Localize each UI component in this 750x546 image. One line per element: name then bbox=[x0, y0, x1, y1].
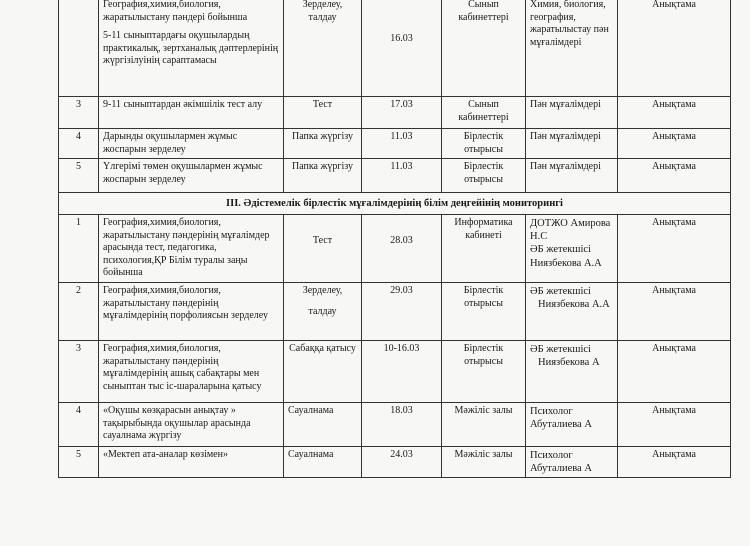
row-number: 2 bbox=[59, 283, 99, 341]
event-form: Папка жүргізу bbox=[284, 159, 362, 193]
responsible bbox=[526, 403, 618, 447]
result: Анықтама bbox=[618, 447, 731, 478]
row-number bbox=[59, 0, 99, 97]
plan-table bbox=[58, 0, 731, 478]
event-date: 11.03 bbox=[362, 159, 442, 193]
result: Анықтама bbox=[618, 0, 731, 97]
event-place: Мәжіліс залы bbox=[442, 403, 526, 447]
table-row bbox=[59, 129, 731, 159]
event-name bbox=[99, 0, 284, 97]
responsible: Пән мұғалімдері bbox=[526, 159, 618, 193]
event-date: 24.03 bbox=[362, 447, 442, 478]
event-date: 16.03 bbox=[362, 0, 442, 97]
table-row bbox=[59, 341, 731, 403]
event-form bbox=[284, 283, 362, 341]
event-form: Зерделеу, талдау bbox=[284, 0, 362, 97]
responsible-line-2: Ниязбекова А.А bbox=[538, 299, 610, 311]
section-header-row bbox=[59, 193, 731, 215]
event-place: Сынып кабинеттері bbox=[442, 97, 526, 129]
event-form-line-2: талдау bbox=[308, 305, 337, 317]
event-name: География,химия,биология, жаратылыстану пәндерінің мұғалімдер арасында тест, педагогика, психология,ҚР Білім туралы заңы бойынша bbox=[99, 215, 284, 283]
row-number: 4 bbox=[59, 403, 99, 447]
event-date: 11.03 bbox=[362, 129, 442, 159]
responsible-line-1: ӘБ жетекшісі bbox=[530, 286, 591, 298]
event-place: Бірлестік отырысы bbox=[442, 341, 526, 403]
row-number: 3 bbox=[59, 341, 99, 403]
event-name: 9-11 сыныптардан әкімшілік тест алу bbox=[99, 97, 284, 129]
table-row bbox=[59, 159, 731, 193]
row-number: 5 bbox=[59, 447, 99, 478]
responsible-line-2: Абуталиева А bbox=[530, 419, 592, 431]
event-form: Папка жүргізу bbox=[284, 129, 362, 159]
event-form: Сауалнама bbox=[284, 403, 362, 447]
table-row bbox=[59, 215, 731, 283]
table-row bbox=[59, 283, 731, 341]
event-name: «Оқушы көзқарасын анықтау » тақырыбында оқушылар арасында сауалнама жүргізу bbox=[99, 403, 284, 447]
row-number: 3 bbox=[59, 97, 99, 129]
event-name-line-1: География,химия,биология, жаратылыстану пәндері бойынша bbox=[103, 0, 248, 23]
row-number: 1 bbox=[59, 215, 99, 283]
event-place: Сынып кабинеттері bbox=[442, 0, 526, 97]
responsible-line-2: ӘБ жетекшісі Ниязбекова А.А bbox=[530, 244, 602, 269]
row-number: 4 bbox=[59, 129, 99, 159]
responsible-line-2: Абуталиева А bbox=[530, 463, 592, 475]
table-row bbox=[59, 403, 731, 447]
event-form: Тест bbox=[284, 97, 362, 129]
event-place: Мәжіліс залы bbox=[442, 447, 526, 478]
result: Анықтама bbox=[618, 97, 731, 129]
event-place: Бірлестік отырысы bbox=[442, 129, 526, 159]
table-row bbox=[59, 0, 731, 97]
event-name: География,химия,биология, жаратылыстану пәндерінің мұғалімдерінің ашық сабақтары мен сыныптан тыс іс-шараларына қатысу bbox=[99, 341, 284, 403]
event-name: География,химия,биология, жаратылыстану пәндерінің мұғалімдерінің порфолиясын зерделеу bbox=[99, 283, 284, 341]
event-name: «Мектеп ата-аналар көзімен» bbox=[99, 447, 284, 478]
responsible: Пән мұғалімдері bbox=[526, 129, 618, 159]
table-row bbox=[59, 447, 731, 478]
event-place: Бірлестік отырысы bbox=[442, 283, 526, 341]
section-title: III. Әдістемелік бірлестік мұғалімдерінің білім деңгейінің мониторингі bbox=[59, 193, 731, 215]
responsible bbox=[526, 447, 618, 478]
event-name: Үлгерімі төмен оқушылармен жұмыс жоспарын зерделеу bbox=[99, 159, 284, 193]
result: Анықтама bbox=[618, 403, 731, 447]
responsible: Химия, биология, география, жаратылыстау пән мұғалімдері bbox=[526, 0, 618, 97]
responsible-line-1: ӘБ жетекшісі bbox=[530, 344, 591, 356]
event-date: 10-16.03 bbox=[362, 341, 442, 403]
responsible-line-1: Психолог bbox=[530, 450, 573, 462]
result: Анықтама bbox=[618, 283, 731, 341]
event-name: Дарынды оқушылармен жұмыс жоспарын зерделеу bbox=[99, 129, 284, 159]
event-form: Сауалнама bbox=[284, 447, 362, 478]
event-date: 28.03 bbox=[362, 215, 442, 283]
responsible bbox=[526, 215, 618, 283]
event-name-line-2: 5-11 сыныптардағы оқушылардың практикалық, зертханалық дәптерлерінің жүргізілуінің сараптамасы bbox=[103, 30, 279, 66]
row-number: 5 bbox=[59, 159, 99, 193]
event-date: 29.03 bbox=[362, 283, 442, 341]
result: Анықтама bbox=[618, 129, 731, 159]
result: Анықтама bbox=[618, 341, 731, 403]
responsible-line-2: Ниязбекова А bbox=[538, 357, 600, 369]
event-date: 18.03 bbox=[362, 403, 442, 447]
table-row bbox=[59, 97, 731, 129]
responsible-line-1: Психолог bbox=[530, 406, 573, 418]
responsible-line-1: ДОТЖО Амирова Н.С bbox=[530, 218, 611, 243]
event-place: Информатика кабинеті bbox=[442, 215, 526, 283]
responsible bbox=[526, 341, 618, 403]
event-form: Тест bbox=[284, 215, 362, 283]
event-place: Бірлестік отырысы bbox=[442, 159, 526, 193]
responsible: Пән мұғалімдері bbox=[526, 97, 618, 129]
result: Анықтама bbox=[618, 159, 731, 193]
result: Анықтама bbox=[618, 215, 731, 283]
event-form: Сабаққа қатысу bbox=[284, 341, 362, 403]
event-date: 17.03 bbox=[362, 97, 442, 129]
event-form-line-1: Зерделеу, bbox=[302, 285, 343, 297]
responsible bbox=[526, 283, 618, 341]
